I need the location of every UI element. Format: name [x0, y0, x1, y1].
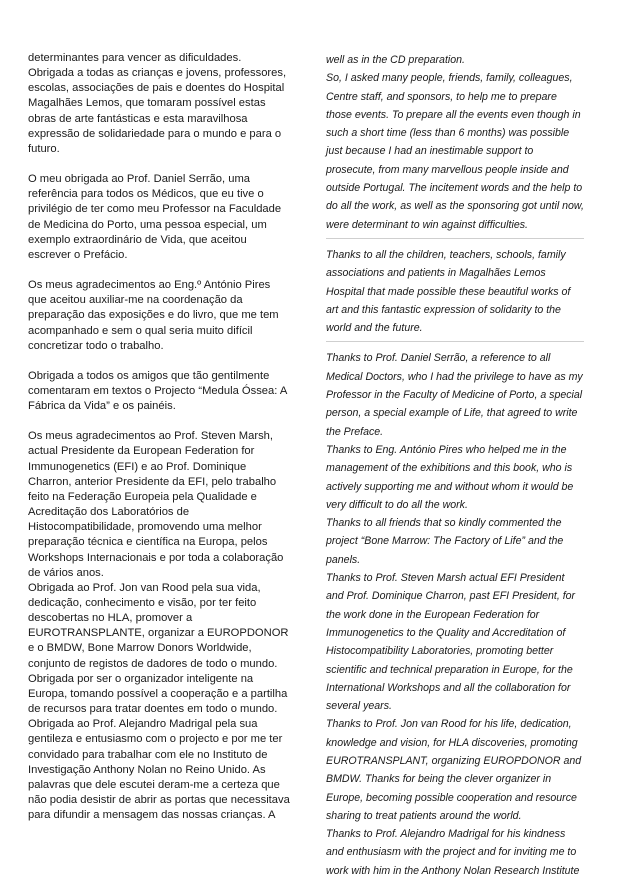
pt-paragraph-serrao: O meu obrigada ao Prof. Daniel Serrão, uma referência para todos os Médicos, que eu tive o privilégio de ter como meu Professor na Faculdade de Medicina do Porto, uma pessoa especial, um exemplo extraordinário de Vida, que aceitou escrever o Prefácio. [28, 173, 282, 261]
pt-paragraph-friends: Obrigada a todos os amigos que tão gentilmente comentaram em textos o Projecto “Medula Óssea: A Fábrica da Vida” e os painéis. [28, 369, 287, 413]
en-paragraph-thanks: Thanks to Prof. Daniel Serrão, a reference to all Medical Doctors, who I had the privilege to have as my Professor in the Faculty of Medicine of Porto, a special person, a special example of Life, that agreed to write the Preface. Thanks to Eng. António Pires who helped me in the management of the exhibitions and this book, who is actively supporting me and without whom it would be very difficult to do all the work. Thanks to all friends that so kindly commented the project “Bone Marrow: The Factory of Life” and the panels. Thanks to Prof. Steven Marsh actual EFI President and Prof. Dominique Charron, past EFI President, for the work done in the European Federation for Immunogenetics to the Quality and Accreditation of Histocompatibility Laboratories, promoting better scientific and technical preparation in Europe, for the International Workshops and all the collaboration for several years. Thanks to Prof. Jon van Rood for his life, dedication, knowledge and vision, for HLA discoveries, promoting EUROTRANSPLANT, organizing EUROPDONOR and BMDW. Thanks for being the clever organizer in Europe, becoming possible cooperation and resource sharing to treat patients around the world. Thanks to Prof. Alejandro Madrigal for his kindness and enthusiasm with the project and for inviting me to work with him in the Anthony Nolan Research Institute [326, 352, 583, 877]
portuguese-column [28, 51, 290, 823]
pt-paragraph-1: determinantes para vencer as dificuldades. Obrigada a todas as crianças e jovens, professores, escolas, associações de pais e doentes do Hospital Magalhães Lemos, que tomaram possível estas obras de arte fantásticas e esta maravilhosa expressão de solidariedade para o mundo e para o futuro. [28, 52, 287, 155]
en-paragraph-intro: well as in the CD preparation. So, I asked many people, friends, family, colleagues, Centre staff, and sponsors, to help me to prepare those events. To prepare all the events even though in such a short time (less than 6 months) was possible just because I had an inestimable support to prosecute, from many marvellous people inside and outside Portugal. The incitement words and the help to do all the work, as well as the sponsoring got until now, were determinant to win against difficulties. [326, 54, 584, 231]
en-paragraph-children: Thanks to all the children, teachers, schools, family associations and patients in Magalhães Lemos Hospital that made possible these beautiful works of art and this fantastic expression of solidarity to the world and the future. [326, 248, 571, 335]
pt-paragraph-marsh-rood-madrigal: Os meus agradecimentos ao Prof. Steven Marsh, actual Presidente da European Federation for Immunogenetics (EFI) e ao Prof. Dominique Charron, anterior Presidente da EFI, pelo trabalho feito na Federação Europeia pela Qualidade e Acreditação dos Laboratórios de Histocompatibilidade, promovendo uma melhor preparação técnica e científica na Europa, pelos Workshops Internacionais e por toda a colaboração de vários anos. Obrigada ao Prof. Jon van Rood pela sua vida, dedicação, conhecimento e visão, por ter feito descobertas no HLA, promover a EUROTRANSPLANTE, organizar a EUROPDONOR e o BMDW, Bone Marrow Donors Worldwide, conjunto de registos de dadores de todo o mundo. Obrigada por ser o organizador inteligente na Europa, tomando possível a cooperação e a partilha de recursos para tratar doentes em todo o mundo. Obrigada ao Prof. Alejandro Madrigal pela sua gentileza e entusiasmo com o projecto e por me ter convidado para trabalhar com ele no Instituto de Investigação Anthony Nolan no Reino Unido. As palavras que dele escutei deram-me a certeza que não podia desistir de abrir as portas que necessitava para difundir a mensagem das nossas crianças. A [28, 430, 290, 822]
section-divider [326, 238, 584, 239]
pt-paragraph-pires: Os meus agradecimentos ao Eng.º António Pires que aceitou auxiliar-me na coordenação da preparação das exposições e do livro, que me tem acompanhado e sem o qual seria muito difícil concretizar todo o trabalho. [28, 279, 279, 352]
english-column [326, 51, 584, 880]
section-divider [326, 341, 584, 342]
